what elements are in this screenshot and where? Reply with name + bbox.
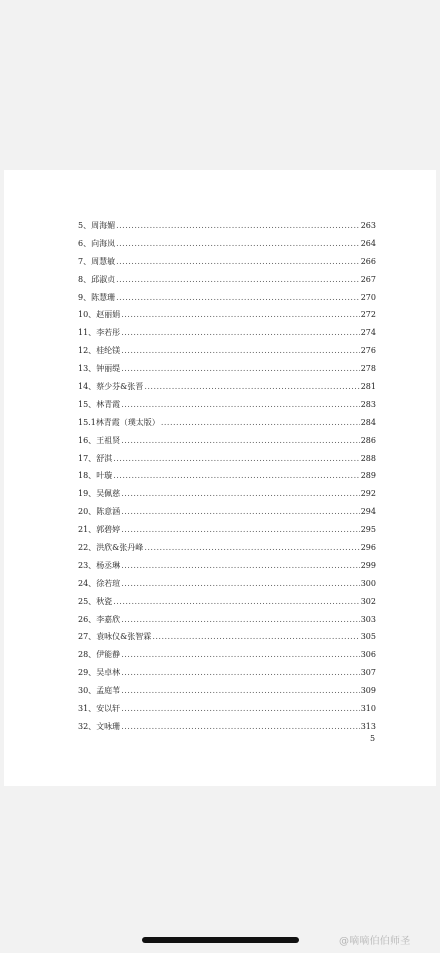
toc-entry-number: 6、	[78, 238, 92, 248]
toc-entry	[78, 704, 376, 722]
toc-entry	[78, 668, 376, 686]
toc-entry-page: 302	[360, 596, 376, 606]
toc-entry-title: 赵丽娟	[96, 310, 121, 320]
toc-entry-number: 5、	[78, 221, 92, 230]
toc-entry-number: 11、	[78, 328, 97, 338]
toc-entry-title: 林青霞	[96, 399, 121, 409]
toc-entry-number: 30、	[78, 686, 97, 696]
toc-entry-title: 蔡少芬&张晋	[96, 382, 144, 392]
toc-entry-title: 吴佩慈	[96, 489, 121, 499]
toc-dot-leader	[121, 489, 360, 499]
toc-entry	[78, 328, 376, 346]
toc-dot-leader	[121, 686, 360, 696]
toc-entry-number: 25、	[78, 596, 97, 606]
toc-entry-title: 洪欣&张丹峰	[96, 543, 144, 553]
toc-entry-number: 17、	[78, 453, 97, 463]
toc-entry	[78, 597, 376, 615]
toc-dot-leader	[121, 400, 360, 410]
toc-entry-page: 286	[360, 435, 376, 445]
toc-entry	[78, 436, 376, 454]
toc-entry-page: 263	[360, 221, 376, 230]
toc-entry	[78, 722, 376, 740]
toc-entry-number: 20、	[78, 507, 97, 517]
toc-dot-leader	[113, 471, 360, 481]
toc-entry-title: 周慧敏	[91, 256, 116, 266]
toc-entry	[78, 400, 376, 418]
toc-entry	[78, 543, 376, 561]
toc-entry-title: 王祖贤	[96, 435, 121, 445]
toc-dot-leader	[121, 310, 360, 320]
toc-dot-leader	[121, 561, 360, 571]
toc-entry-number: 8、	[78, 274, 92, 284]
page-number: 5	[370, 734, 376, 743]
document-page	[4, 170, 436, 786]
toc-entry-page: 283	[360, 399, 376, 409]
toc-entry-number: 24、	[78, 578, 97, 588]
toc-entry-page: 313	[360, 721, 376, 731]
toc-entry	[78, 382, 376, 400]
toc-dot-leader	[116, 239, 360, 249]
toc-entry-title: 伊能静	[96, 650, 121, 660]
toc-entry-page: 272	[360, 310, 376, 320]
toc-dot-leader	[116, 293, 360, 303]
toc-entry-page: 303	[360, 614, 376, 624]
toc-entry-title: 周海媚	[91, 221, 116, 230]
toc-entry-page: 281	[360, 382, 376, 392]
toc-entry-page: 305	[360, 632, 376, 642]
toc-entry-number: 19、	[78, 489, 97, 499]
toc-entry	[78, 489, 376, 507]
toc-dot-leader	[121, 722, 360, 732]
toc-entry-page: 310	[360, 704, 376, 714]
toc-entry-title: 孟庭苇	[96, 686, 121, 696]
toc-entry	[78, 364, 376, 382]
toc-entry-number: 14、	[78, 382, 97, 392]
toc-entry-number: 13、	[78, 364, 97, 374]
watermark: @嘀嘀伯伯师圣	[339, 936, 411, 947]
toc-entry-title: 陈慧珊	[91, 292, 116, 302]
toc-entry-title: 舒淇	[96, 453, 113, 463]
toc-entry-number: 28、	[78, 650, 97, 660]
toc-dot-leader	[121, 668, 360, 678]
toc-dot-leader	[121, 436, 360, 446]
toc-entry-number: 15、	[78, 399, 97, 409]
toc-entry	[78, 418, 376, 436]
toc-entry-title: 袁咏仪&张智霖	[96, 632, 152, 642]
toc-entry-title: 文咏珊	[96, 721, 121, 731]
toc-entry	[78, 507, 376, 525]
toc-entry-page: 299	[360, 560, 376, 570]
toc-entry-page: 295	[360, 525, 376, 535]
toc-entry	[78, 454, 376, 472]
toc-entry-page: 264	[360, 238, 376, 248]
toc-entry-number: 12、	[78, 346, 97, 356]
toc-entry	[78, 579, 376, 597]
toc-dot-leader	[121, 525, 360, 535]
toc-dot-leader	[152, 632, 359, 642]
toc-entry	[78, 275, 376, 293]
toc-entry-title: 桂纶镁	[96, 346, 121, 356]
toc-dot-leader	[121, 507, 360, 517]
toc-entry-title: 陈意涵	[96, 507, 121, 517]
toc-entry-title: 秋瓷	[96, 596, 113, 606]
toc-entry-title: 郭碧婷	[96, 525, 121, 535]
toc-entry-title: 徐若瑄	[96, 578, 121, 588]
toc-dot-leader	[121, 615, 360, 625]
toc-entry-title: 李嘉欣	[96, 614, 121, 624]
home-indicator[interactable]	[142, 937, 299, 943]
toc-entry-page: 292	[360, 489, 376, 499]
toc-entry-page: 278	[360, 364, 376, 374]
toc-entry	[78, 310, 376, 328]
toc-dot-leader	[144, 382, 359, 392]
toc-entry-title: 邱淑贞	[91, 274, 116, 284]
toc-entry	[78, 650, 376, 668]
toc-entry-title: 向海岚	[91, 238, 116, 248]
toc-entry	[78, 346, 376, 364]
toc-entry-page: 294	[360, 507, 376, 517]
toc-entry-page: 276	[360, 346, 376, 356]
toc-entry	[78, 239, 376, 257]
toc-entry	[78, 221, 376, 239]
toc-entry	[78, 525, 376, 543]
toc-entry-number: 21、	[78, 525, 97, 535]
toc-entry-page: 306	[360, 650, 376, 660]
toc-dot-leader	[121, 364, 360, 374]
toc-entry	[78, 257, 376, 275]
toc-entry-page: 296	[360, 543, 376, 553]
table-of-contents	[78, 221, 376, 740]
toc-entry	[78, 686, 376, 704]
toc-entry	[78, 615, 376, 633]
toc-dot-leader	[116, 257, 360, 267]
toc-dot-leader	[121, 650, 360, 660]
toc-entry-title: 李若彤	[96, 328, 121, 338]
toc-entry-page: 307	[360, 668, 376, 678]
toc-entry	[78, 632, 376, 650]
toc-entry-page: 284	[360, 417, 376, 427]
toc-entry-page: 266	[360, 256, 376, 266]
toc-entry-number: 29、	[78, 668, 97, 678]
toc-entry-page: 289	[360, 471, 376, 481]
toc-dot-leader	[144, 543, 359, 553]
toc-entry-number: 15.1	[78, 417, 96, 427]
toc-dot-leader	[121, 704, 360, 714]
toc-entry-page: 274	[360, 328, 376, 338]
toc-entry-page: 267	[360, 274, 376, 284]
toc-dot-leader	[116, 221, 360, 231]
toc-entry-page: 288	[360, 453, 376, 463]
toc-entry-title: 杨丞琳	[96, 560, 121, 570]
toc-dot-leader	[121, 346, 360, 356]
toc-entry-number: 16、	[78, 435, 97, 445]
toc-entry-title: 叶璇	[96, 471, 113, 481]
toc-entry-page: 300	[360, 578, 376, 588]
toc-entry-number: 18、	[78, 471, 97, 481]
toc-entry-number: 7、	[78, 256, 92, 266]
toc-entry-page: 309	[360, 686, 376, 696]
toc-dot-leader	[121, 328, 360, 338]
toc-entry-number: 26、	[78, 614, 97, 624]
toc-dot-leader	[113, 454, 360, 464]
toc-entry	[78, 561, 376, 579]
toc-entry-title: 钟丽缇	[96, 364, 121, 374]
toc-entry-title: 吴卓林	[96, 668, 121, 678]
toc-dot-leader	[113, 597, 360, 607]
toc-entry-number: 31、	[78, 704, 97, 714]
toc-entry-number: 32、	[78, 721, 97, 731]
toc-entry-number: 10、	[78, 310, 97, 320]
toc-entry-number: 27、	[78, 632, 97, 642]
toc-dot-leader	[121, 579, 360, 589]
toc-entry-page: 270	[360, 292, 376, 302]
toc-entry-title: 安以轩	[96, 704, 121, 714]
toc-entry-number: 22、	[78, 543, 97, 553]
toc-entry-number: 23、	[78, 560, 97, 570]
toc-entry-title: 林青霞（璞太版）	[95, 417, 160, 427]
toc-dot-leader	[116, 275, 360, 285]
toc-entry	[78, 471, 376, 489]
toc-entry-number: 9、	[78, 292, 92, 302]
toc-dot-leader	[161, 418, 360, 428]
toc-entry	[78, 293, 376, 311]
